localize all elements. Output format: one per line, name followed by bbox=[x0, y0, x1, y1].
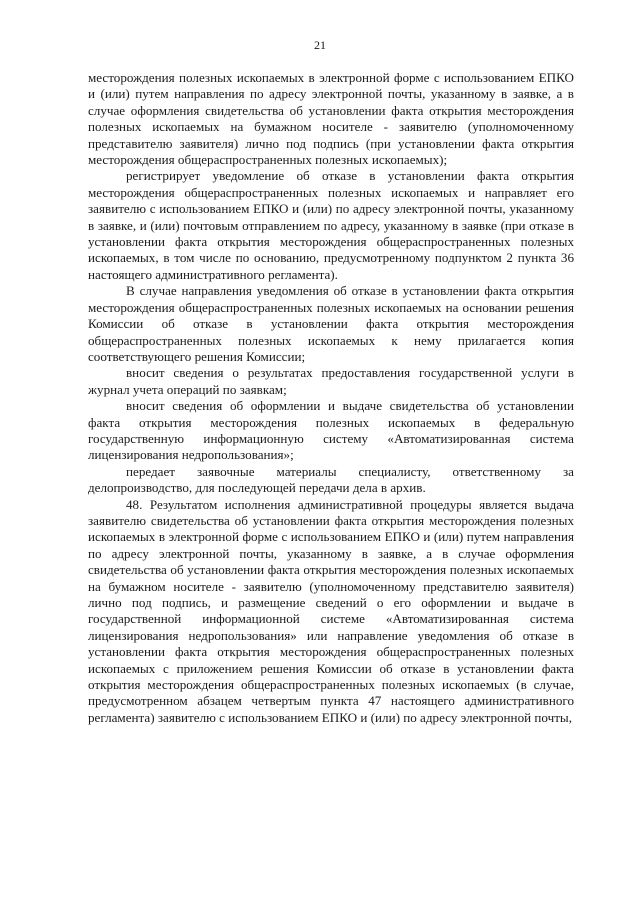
paragraph: вносит сведения о результатах предоставления государственной услуги в журнал учета операций по заявкам; bbox=[88, 365, 574, 397]
paragraph: вносит сведения об оформлении и выдаче свидетельства об установлении факта открытия месторождения полезных ископаемых в федеральную государственную информационную систему «Автоматизированная система лицензирования недропользования»; bbox=[88, 398, 574, 463]
paragraph: регистрирует уведомление об отказе в установлении факта открытия месторождения общераспространенных полезных ископаемых и направляет его заявителю с использованием ЕПКО и (или) по адресу электронной почты, указанному в заявке, и (или) почтовым отправлением по адресу, указанному в заявке (при отказе в установлении факта открытия месторождения общераспространенных полезных ископаемых, в том числе по основанию, предусмотренному подпунктом 2 пункта 36 настоящего административного регламента). bbox=[88, 168, 574, 282]
paragraph-continuation: месторождения полезных ископаемых в электронной форме с использованием ЕПКО и (или) путем направления по адресу электронной почты, указанному в заявке, а в случае оформления свидетельства об установлении факта открытия месторождения полезных ископаемых на бумажном носителе - заявителю (уполномоченному представителю заявителя) лично под подпись (при установлении факта открытия месторождения общераспространенных полезных ископаемых); bbox=[88, 70, 574, 168]
document-body bbox=[88, 70, 574, 726]
paragraph: передает заявочные материалы специалисту, ответственному за делопроизводство, для последующей передачи дела в архив. bbox=[88, 463, 574, 496]
paragraph-item-48: 48. Результатом исполнения административной процедуры является выдача заявителю свидетельства об установлении факта открытия месторождения полезных ископаемых в электронной форме с использованием ЕПКО и (или) путем направления по адресу электронной почты, указанному в заявке, а в случае оформления свидетельства об установлении факта открытия месторождения полезных ископаемых на бумажном носителе - заявителю (уполномоченному представителю заявителя) лично под подпись, и размещение сведений о его оформлении и выдаче в государственной информационной системе «Автоматизированная система лицензирования недропользования» или направление уведомления об отказе в установлении факта открытия месторождения общераспространенных полезных ископаемых с приложением решения Комиссии об отказе в установлении факта открытия месторождения общераспространенных полезных ископаемых (в случае, предусмотренном абзацем четвертым пункта 47 настоящего административного регламента) заявителю с использованием ЕПКО и (или) по адресу электронной почты, bbox=[88, 496, 574, 725]
page-number: 21 bbox=[314, 38, 326, 52]
paragraph: В случае направления уведомления об отказе в установлении факта открытия месторождения общераспространенных полезных ископаемых на основании решения Комиссии об отказе в установлении факта открытия месторождения общераспространенных полезных ископаемых к нему прилагается копия соответствующего решения Комиссии; bbox=[88, 283, 574, 364]
